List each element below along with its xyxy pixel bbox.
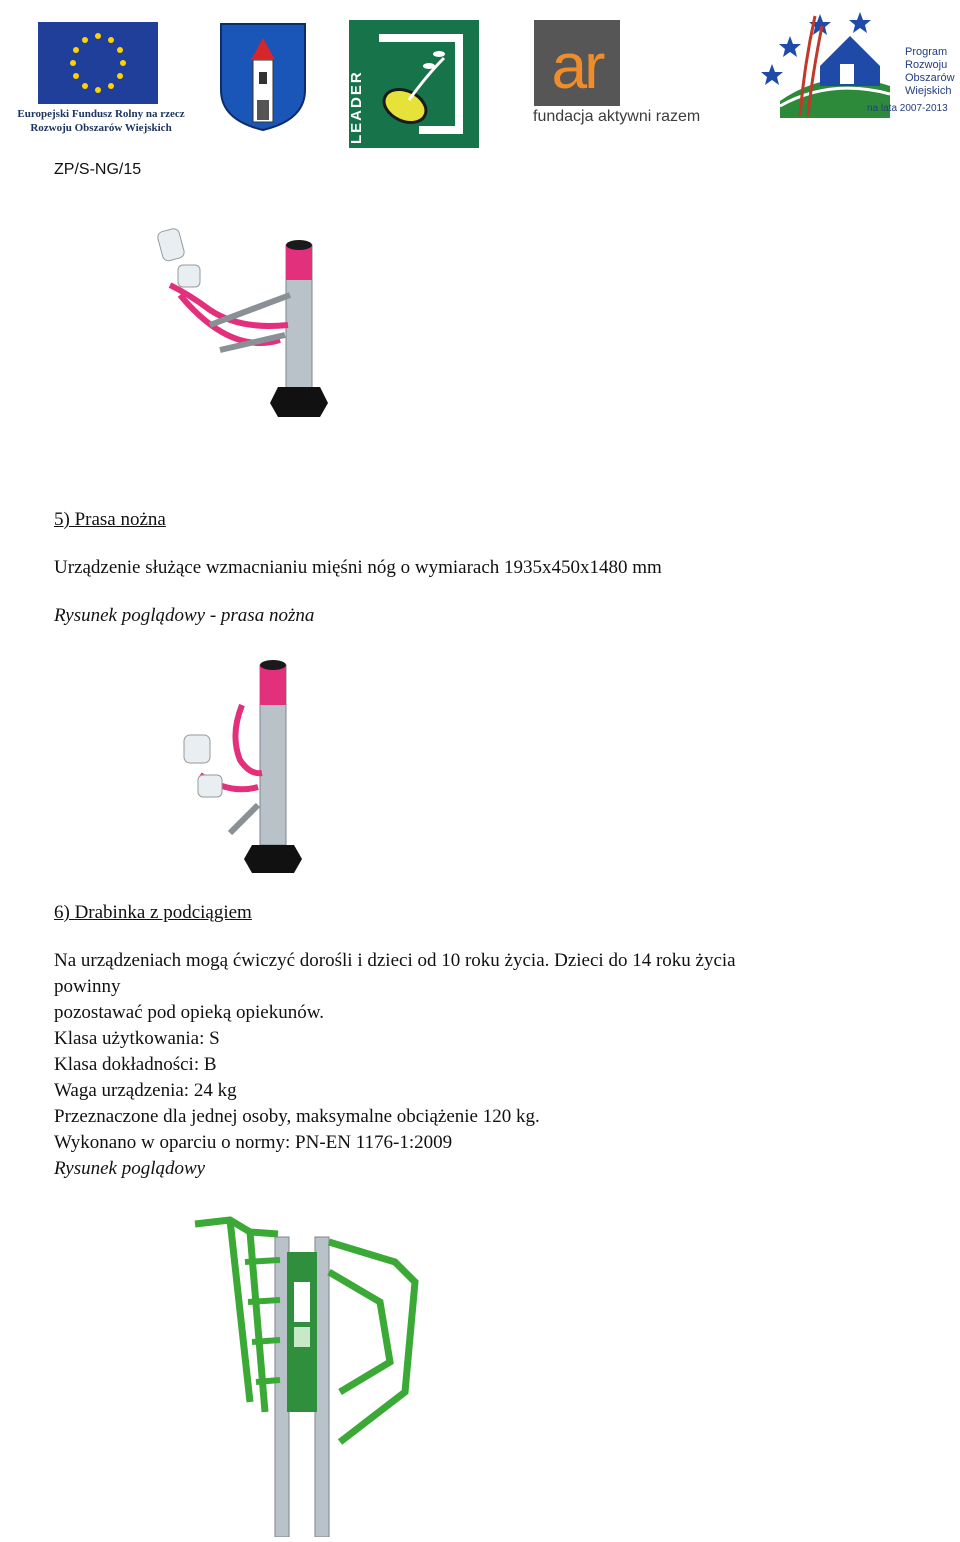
usage-class-line: Klasa użytkowania: S (54, 1028, 220, 1049)
document-code: ZP/S-NG/15 (54, 161, 142, 178)
capacity-line: Przeznaczone dla jednej osoby, maksymalne obciążenie 120 kg. (54, 1106, 540, 1127)
eu-stars-icon (38, 22, 158, 104)
leader-logo (349, 20, 479, 148)
section-5-heading: 5) Prasa nożna (54, 509, 166, 530)
prow-word-2: Rozwoju (905, 59, 948, 71)
ar-logo-caption: fundacja aktywni razem (533, 108, 701, 125)
prow-word-4: Wiejskich (905, 85, 952, 97)
prow-word-3: Obszarów (905, 72, 955, 84)
eu-flag-logo (38, 22, 158, 104)
section-6-caption: Rysunek poglądowy (54, 1158, 206, 1179)
ladder-pullup-illustration (190, 1212, 430, 1537)
leg-press-illustration-1 (150, 215, 420, 430)
prow-logo-caption (905, 46, 955, 98)
weight-line: Waga urządzenia: 24 kg (54, 1080, 237, 1101)
leg-press-illustration-2 (170, 655, 420, 875)
section-6-body (54, 948, 934, 1182)
section-5-caption: Rysunek poglądowy - prasa nożna (54, 605, 315, 626)
prow-years: na lata 2007-2013 (867, 103, 948, 114)
section-6-line-2: powinny (54, 976, 121, 997)
standard-line: Wykonano w oparciu o normy: PN-EN 1176-1:2009 (54, 1132, 453, 1153)
section-6-line-1: Na urządzeniach mogą ćwiczyć dorośli i dzieci od 10 roku życia. Dzieci do 14 roku życia (54, 950, 736, 971)
ar-logo-mark: ar (551, 30, 603, 102)
prow-word-1: Program (905, 46, 948, 58)
section-6-line-3: pozostawać pod opieką opiekunów. (54, 1002, 324, 1023)
eu-logo-line-2: Rozwoju Obszarów Wiejskich (30, 122, 172, 134)
section-5-description: Urządzenie służące wzmacnianiu mięśni nóg o wymiarach 1935x450x1480 mm (54, 557, 662, 578)
municipal-crest-logo (218, 20, 308, 132)
eu-logo-line-1: Europejski Fundusz Rolny na rzecz (17, 108, 185, 120)
eu-logo-caption (6, 107, 196, 135)
accuracy-class-line: Klasa dokładności: B (54, 1054, 217, 1075)
leader-logo-text: LEADER (349, 70, 365, 144)
section-6-heading: 6) Drabinka z podciągiem (54, 902, 252, 923)
